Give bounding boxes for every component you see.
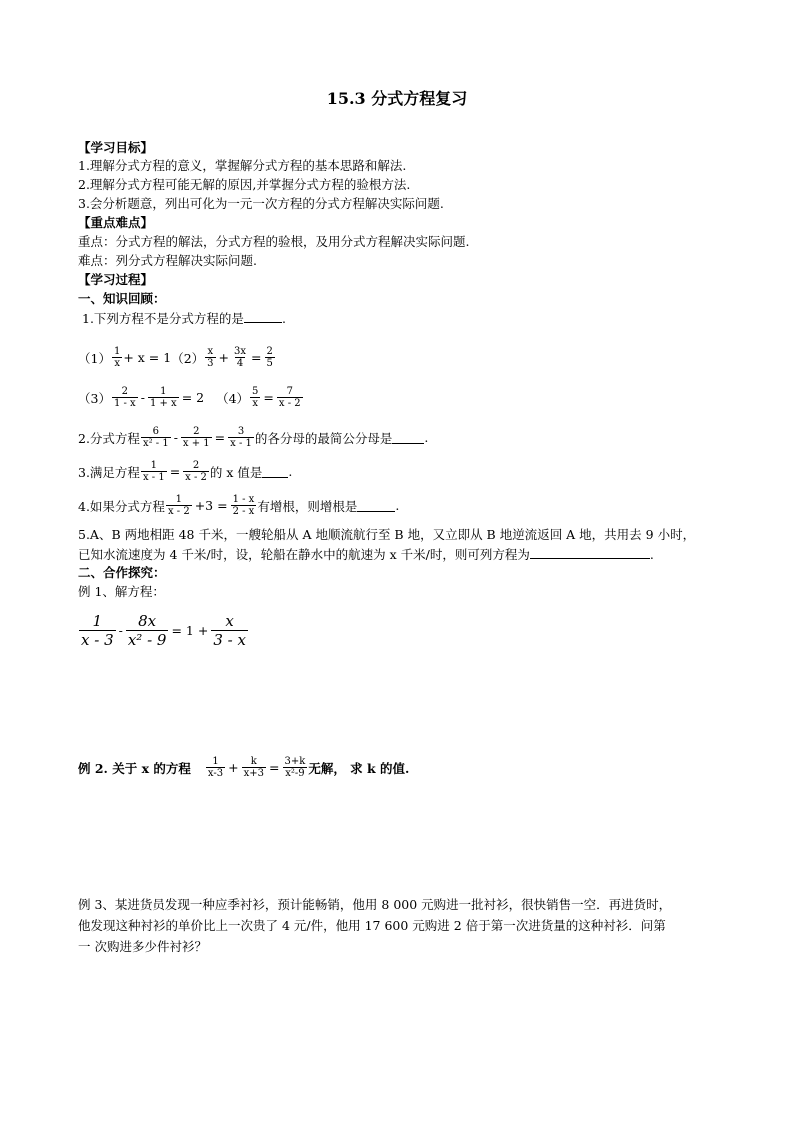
answer-blank-3 — [262, 465, 288, 478]
option-3-label: （3） — [78, 390, 111, 406]
answer-blank-2 — [392, 431, 424, 444]
options-row-1: （1） $\frac{1}{x}$ + x = 1 （2） $\frac{x}{3}$ + $\frac{3x}{4}$ = $\frac{2}{5}$ — [78, 346, 273, 369]
page-title: 15.3 分式方程复习 — [326, 89, 468, 108]
fraction: $\frac{2}{5}$ — [266, 346, 273, 369]
example-3-line-2: 他发现这种衬衫的单价比上一次贵了 4 元/件，他用 17 600 元购进 2 倍于第一次进货量的这种衬衫．问第 — [78, 918, 666, 933]
fraction: $\frac{2}{x + 1}$ — [182, 426, 210, 449]
goal-item-3: 3.会分析题意，列出可化为一元一次方程的分式方程解决实际问题. — [78, 196, 444, 211]
fraction: $\frac{1}{x}$ — [113, 346, 121, 369]
example-1-label: 例 1、解方程： — [78, 584, 165, 599]
goal-item-2: 2.理解分式方程可能无解的原因,并掌握分式方程的验根方法. — [78, 177, 411, 192]
fraction: $\frac{7}{x - 2}$ — [278, 386, 301, 409]
answer-blank-5 — [530, 546, 650, 559]
fraction: $\frac{1}{1 + x}$ — [149, 386, 177, 409]
option-4-label: （4） — [216, 390, 250, 406]
fraction: $\frac{x}{3}$ — [207, 346, 214, 369]
example-1-equation: $\frac{1}{x - 3}$ - $\frac{8x}{\text{x² - 9}}$ = 1 + $\frac{x}{3 - x}$ — [81, 612, 246, 649]
question-1: 1.下列方程不是分式方程的是 . — [82, 311, 286, 326]
fraction: $\frac{6}{\text{x² - 1}}$ — [142, 426, 169, 449]
example-3-line-3: 一 次购进多少件衬衫？ — [78, 939, 207, 954]
fraction: $\frac{x}{3 - x}$ — [213, 612, 246, 649]
example-3-line-1: 例 3、某进货员发现一种应季衬衫，预计能畅销，他用 8 000 元购进一批衬衫，很快销售一空．再进货时， — [78, 897, 672, 912]
question-3: 3.满足方程 $\frac{1}{x - 1}$ = $\frac{2}{x - 2}$ 的 x 值是 . — [78, 460, 293, 483]
process-heading: 【学习过程】 — [78, 272, 154, 287]
fraction: $\frac{1}{x - 2}$ — [167, 494, 190, 517]
example-2: 例 2. 关于 x 的方程 $\frac{1}{x-3}$ + $\frac{k}{x+3}$ = $\frac{3+k}{\text{x²-9}}$ 无解， 求 k 的值. — [78, 756, 410, 779]
fraction: $\frac{1}{x-3}$ — [207, 756, 224, 779]
review-heading: 一、知识回顾： — [78, 291, 166, 306]
fraction: $\frac{1 - x}{2 - x}$ — [232, 494, 255, 517]
fraction: $\frac{8x}{\text{x² - 9}}$ — [127, 612, 167, 649]
question-2: 2.分式方程 $\frac{6}{\text{x² - 1}}$ - $\frac{2}{x + 1}$ = $\frac{3}{x - 1}$ 的各分母的最简公分母是 . — [78, 426, 429, 449]
fraction: $\frac{2}{1 - x}$ — [113, 386, 136, 409]
option-1-label: （1） — [78, 350, 111, 366]
difficult-point-text: 难点：列分式方程解决实际问题. — [78, 253, 257, 268]
options-row-2: （3） $\frac{2}{1 - x}$ - $\frac{1}{1 + x}$ = 2 （4） $\frac{5}{x}$ = $\frac{7}{x - 2}$ — [78, 386, 301, 409]
question-5-line-2: 已知水流速度为 4 千米/时，设，轮船在静水中的航速为 x 千米/时，则可列方程为 . — [78, 547, 654, 562]
answer-blank-4 — [357, 499, 395, 512]
fraction: $\frac{3}{x - 1}$ — [230, 426, 252, 449]
goals-heading: 【学习目标】 — [78, 140, 154, 155]
question-1-stem: 1.下列方程不是分式方程的是 — [82, 311, 244, 326]
option-2-label: （2） — [171, 350, 205, 366]
fraction: $\frac{1}{x - 3}$ — [81, 612, 114, 649]
fraction: $\frac{1}{x - 1}$ — [142, 460, 165, 483]
goal-item-1: 1.理解分式方程的意义，掌握解分式方程的基本思路和解法. — [78, 158, 407, 173]
fraction: $\frac{k}{x+3}$ — [243, 756, 265, 779]
answer-blank-1 — [244, 310, 282, 323]
fraction: $\frac{5}{x}$ — [252, 386, 259, 409]
fraction: $\frac{3+k}{\text{x²-9}}$ — [284, 756, 306, 779]
keypoints-heading: 【重点难点】 — [78, 215, 154, 230]
explore-heading: 二、合作探究： — [78, 565, 166, 580]
fraction: $\frac{3x}{4}$ — [234, 346, 247, 369]
key-point-text: 重点：分式方程的解法，分式方程的验根，及用分式方程解决实际问题. — [78, 234, 470, 249]
fraction: $\frac{2}{x - 2}$ — [185, 460, 207, 483]
question-5-line-1: 5.A、B 两地相距 48 千米，一艘轮船从 A 地顺流航行至 B 地，又立即从 B 地逆流返回 A 地，共用去 9 小时， — [78, 527, 696, 542]
question-4: 4.如果分式方程 $\frac{1}{x - 2}$ +3 = $\frac{1 - x}{2 - x}$ 有增根，则增根是 . — [78, 494, 400, 517]
